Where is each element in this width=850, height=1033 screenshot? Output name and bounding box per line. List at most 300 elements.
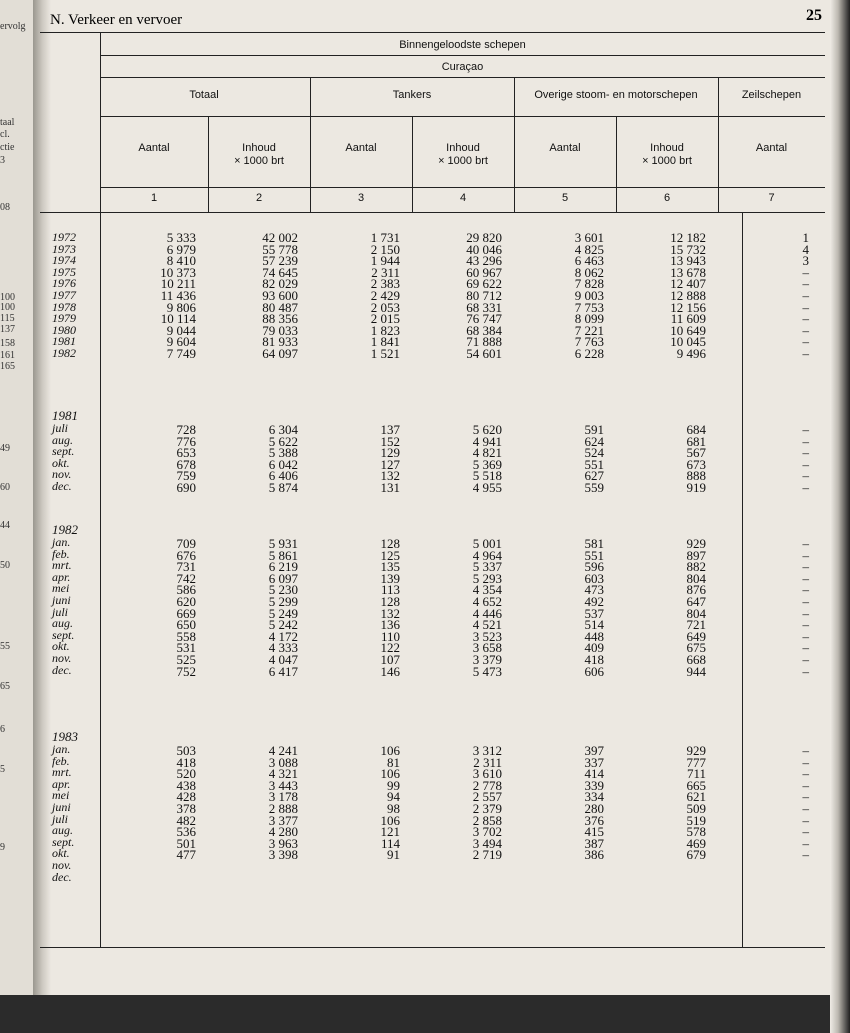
table-cell: 929 [686,536,706,551]
title-rule [100,55,825,56]
table-cell: 596 [584,559,604,575]
table-cell: 139 [380,570,400,586]
table-cell: 121 [380,824,400,840]
table-cell: 414 [584,766,604,782]
table-cell: 6 219 [268,559,298,575]
table-cell: 54 601 [466,345,502,361]
table-cell: 129 [380,445,400,461]
table-cell: 5 230 [268,582,298,598]
row-label: 1978 [52,299,76,314]
row-label: okt. [52,639,70,654]
table-cell: 603 [584,570,604,586]
table-cell: 280 [584,800,604,816]
table-cell: – [802,468,809,484]
col7-label: Aantal [755,142,788,154]
table-cell: 519 [686,812,706,828]
table-top-rule [40,32,825,33]
row-label: juli [52,811,69,826]
table-cell: 12 888 [670,287,706,303]
subtitle-rule [100,77,825,78]
table-cell: 88 356 [262,311,298,327]
table-cell: – [802,345,809,361]
data-column-7 [739,745,809,861]
table-cell: 2 778 [472,777,502,793]
row-label: aug. [52,432,73,447]
table-cell: 2 429 [370,287,400,303]
table-cell: 501 [176,835,196,851]
table-cell: 681 [686,433,706,449]
table-cell: 2 150 [370,241,400,257]
table-cell: 6 417 [268,663,298,679]
table-cell: 6 228 [574,345,604,361]
facing-page-fragment: 115 [0,313,15,324]
table-cell: 742 [176,570,196,586]
table-cell: 76 747 [466,311,502,327]
table-cell: 60 967 [466,264,502,280]
facing-page-fragment: 49 [0,443,10,454]
table-cell: – [802,536,809,551]
col-number: 7 [768,192,775,204]
table-cell: – [802,445,809,461]
table-cell: 418 [584,651,604,667]
row-label: nov. [52,650,72,665]
table-cell: – [802,766,809,782]
row-label: aug. [52,823,73,838]
facing-page-fragment: 65 [0,681,10,692]
table-cell: 876 [686,582,706,598]
table-cell: 81 [387,754,400,770]
table-cell: 882 [686,559,706,575]
table-cell: 7 749 [166,345,196,361]
col1-label: Aantal [138,142,170,154]
table-cell: 482 [176,812,196,828]
table-cell: 80 487 [262,299,298,315]
table-cell: 503 [176,743,196,758]
table-cell: 520 [176,766,196,782]
table-cell: 4 321 [268,766,298,782]
row-label: 1979 [52,311,76,326]
table-cell: 418 [176,754,196,770]
table-cell: 42 002 [262,230,298,245]
table-cell: 337 [584,754,604,770]
facing-page-edge [0,0,33,995]
table-cell: 9 003 [574,287,604,303]
table-cell: – [802,617,809,633]
table-cell: 709 [176,536,196,551]
table-cell: 649 [686,628,706,644]
table-cell: – [802,663,809,679]
data-column-5 [534,538,604,677]
table-cell: 8 062 [574,264,604,280]
table-cell: 5 333 [166,230,196,245]
table-cell: 684 [686,422,706,437]
row-label: sept. [52,627,75,642]
table-cell: – [802,835,809,851]
table-cell: 5 001 [472,536,502,551]
table-cell: 68 331 [466,299,502,315]
col2-label-line2: × 1000 brt [234,155,284,167]
row-label: mei [52,581,70,596]
table-cell: 3 398 [268,847,298,863]
table-cell: – [802,276,809,292]
facing-page-fragment: 161 [0,350,15,361]
table-cell: 5 249 [268,605,298,621]
table-cell: 678 [176,456,196,472]
table-cell: – [802,754,809,770]
row-label: apr. [52,776,71,791]
data-column-5 [534,745,604,861]
row-label: dec. [52,869,72,884]
row-label: 1976 [52,276,76,291]
data-column-1 [126,745,196,861]
col3-label: Aantal [345,142,377,154]
table-cell: 5 931 [268,536,298,551]
table-cell: 5 620 [472,422,502,437]
facing-page-fragment: 100 [0,292,15,303]
table-cell: 114 [380,835,400,851]
table-cell: 11 609 [670,311,706,327]
data-column-4 [432,538,502,677]
table-cell: 665 [686,777,706,793]
table-cell: – [802,800,809,816]
col5-label: Aantal [549,142,581,154]
table-cell: 606 [584,663,604,679]
table-cell: 127 [380,456,400,472]
row-label: aug. [52,616,73,631]
data-column-5 [534,232,604,360]
table-cell: 3 [802,253,809,269]
table-cell: 82 029 [262,276,298,292]
table-cell: 531 [176,640,196,656]
table-cell: 4 825 [574,241,604,257]
data-column-4 [432,424,502,494]
table-cell: 132 [380,605,400,621]
data-column-1 [126,538,196,677]
data-column-2 [228,745,298,861]
table-cell: 137 [380,422,400,437]
table-cell: 581 [584,536,604,551]
facing-page-fragment: 100 [0,302,15,313]
data-column-4 [432,745,502,861]
section-year: 1983 [52,729,78,744]
table-cell: 567 [686,445,706,461]
data-column-2 [228,232,298,360]
facing-page-fragment: 50 [0,560,10,571]
table-cell: 620 [176,593,196,609]
table-cell: 387 [584,835,604,851]
table-subtitle: Curaçao [441,61,484,73]
table-cell: – [802,334,809,350]
facing-page-fragment: ctie [0,142,15,153]
table-cell: 1 944 [370,253,400,269]
table-cell: – [802,456,809,472]
table-cell: 477 [176,847,196,863]
col-number: 6 [663,192,671,204]
table-cell: 71 888 [466,334,502,350]
group-overige: Overige stoom- en motorschepen [534,89,698,101]
row-label: 1975 [52,264,76,279]
table-cell: – [802,824,809,840]
facing-page-fragment: 3 [0,155,5,166]
table-cell: 10 114 [160,311,196,327]
table-cell: 10 211 [160,276,196,292]
col-number: 3 [357,192,365,204]
table-cell: 152 [380,433,400,449]
table-cell: 624 [584,433,604,449]
table-cell: 5 299 [268,593,298,609]
table-cell: 10 045 [670,334,706,350]
table-cell: 3 312 [472,743,502,758]
section-year: 1982 [52,522,78,537]
data-column-3 [330,538,400,677]
table-cell: 12 407 [670,276,706,292]
table-cell: 559 [584,479,604,495]
table-cell: 3 379 [472,651,502,667]
table-cell: 448 [584,628,604,644]
table-cell: 13 678 [670,264,706,280]
table-cell: 4 821 [472,445,502,461]
data-column-4 [432,232,502,360]
table-cell: 4 521 [472,617,502,633]
facing-page-fragment: 55 [0,641,10,652]
row-label-block [52,523,78,676]
row-label-block [52,730,78,883]
table-cell: 536 [176,824,196,840]
row-label: dec. [52,662,72,677]
data-column-6 [636,424,706,494]
table-cell: 55 778 [262,241,298,257]
row-label: juni [52,799,71,814]
row-label: nov. [52,467,72,482]
table-cell: 2 053 [370,299,400,315]
table-cell: 5 622 [268,433,298,449]
table-cell: 578 [686,824,706,840]
table-cell: 776 [176,433,196,449]
table-cell: 473 [584,582,604,598]
table-cell: 136 [380,617,400,633]
header-bottom-rule [40,212,825,213]
table-cell: 378 [176,800,196,816]
row-label: jan. [52,742,71,756]
data-column-7 [739,538,809,677]
col-number: 2 [255,192,263,204]
row-label: juli [52,421,69,435]
facing-page-fragment: ervolg [0,21,26,32]
table-cell: 752 [176,663,196,679]
facing-page-fragment: 9 [0,842,5,853]
table-cell: 69 622 [466,276,502,292]
section-year: 1981 [52,408,78,423]
data-column-1 [126,232,196,360]
table-cell: – [802,559,809,575]
table-cell: 627 [584,468,604,484]
group-tankers: Tankers [392,89,432,101]
table-cell: 57 239 [262,253,298,269]
facing-page-fragment: 5 [0,764,5,775]
facing-page-fragment: 60 [0,482,10,493]
table-cell: – [802,812,809,828]
row-label: 1980 [52,322,76,337]
table-cell: 397 [584,743,604,758]
table-cell: 5 337 [472,559,502,575]
row-label: mrt. [52,765,72,780]
table-cell: 3 178 [268,789,298,805]
col6-label-line2: × 1000 brt [642,155,692,167]
col-number: 1 [150,192,158,204]
row-label: nov. [52,857,72,872]
table-cell: 3 088 [268,754,298,770]
table-cell: 3 963 [268,835,298,851]
table-cell: 8 410 [166,253,196,269]
table-cell: – [802,547,809,563]
table-cell: 621 [686,789,706,805]
table-cell: 40 046 [466,241,502,257]
table-cell: 4 652 [472,593,502,609]
table-cell: 5 518 [472,468,502,484]
table-cell: 3 494 [472,835,502,851]
table-cell: 64 097 [262,345,298,361]
row-label: juni [52,592,71,607]
row-label: okt. [52,455,70,470]
table-cell: – [802,640,809,656]
table-cell: 586 [176,582,196,598]
table-cell: 7 221 [574,322,604,338]
table-cell: 929 [686,743,706,758]
table-cell: 3 658 [472,640,502,656]
table-cell: 492 [584,593,604,609]
table-cell: 6 979 [166,241,196,257]
table-cell: 12 182 [670,230,706,245]
row-label: mrt. [52,558,72,573]
table-cell: 4 172 [268,628,298,644]
table-cell: 4 280 [268,824,298,840]
table-cell: 6 042 [268,456,298,472]
table-cell: – [802,287,809,303]
book-gutter [33,0,51,995]
row-label: 1982 [52,345,76,360]
table-cell: 551 [584,547,604,563]
table-cell: 4 333 [268,640,298,656]
table-cell: – [802,570,809,586]
table-cell: 94 [387,789,400,805]
facing-page-fragment: 158 [0,338,15,349]
table-cell: 4 354 [472,582,502,598]
table-cell: 944 [686,663,706,679]
table-cell: 9 604 [166,334,196,350]
table-cell: 897 [686,547,706,563]
facing-page-fragment: cl. [0,129,10,140]
table-cell: 1 731 [370,230,400,245]
table-title: Binnengeloodste schepen [399,39,526,51]
table-cell: 409 [584,640,604,656]
row-label: 1972 [52,230,76,244]
table-cell: 4 941 [472,433,502,449]
table-cell: 128 [380,536,400,551]
table-cell: 125 [380,547,400,563]
table-cell: 339 [584,777,604,793]
table-cell: 2 383 [370,276,400,292]
table-cell: 135 [380,559,400,575]
table-cell: – [802,479,809,495]
row-label: 1973 [52,241,76,256]
table-cell: 79 033 [262,322,298,338]
table-cell: – [802,743,809,758]
table-cell: 9 806 [166,299,196,315]
data-column-3 [330,745,400,861]
table-cell: 731 [176,559,196,575]
row-label: 1977 [52,287,76,302]
data-column-3 [330,424,400,494]
table-cell: 514 [584,617,604,633]
group-zeilschepen: Zeilschepen [741,89,802,101]
table-cell: 4 964 [472,547,502,563]
table-cell: 80 712 [466,287,502,303]
table-cell: 29 820 [466,230,502,245]
data-column-2 [228,538,298,677]
table-cell: – [802,322,809,338]
table-cell: 591 [584,422,604,437]
table-cell: 386 [584,847,604,863]
table-cell: – [802,593,809,609]
table-cell: 759 [176,468,196,484]
table-cell: 93 600 [262,287,298,303]
col6-label-line1: Inhoud [650,142,684,154]
page-number: 25 [806,7,822,24]
table-cell: 537 [584,605,604,621]
table-cell: 647 [686,593,706,609]
row-label-block [52,232,76,360]
table-cell: 804 [686,605,706,621]
table-cell: 99 [387,777,400,793]
table-cell: 13 943 [670,253,706,269]
table-cell: 376 [584,812,604,828]
row-label: juli [52,604,69,619]
data-column-3 [330,232,400,360]
table-cell: 4 955 [472,479,502,495]
col-number: 5 [561,192,569,204]
table-cell: 5 369 [472,456,502,472]
table-cell: 5 388 [268,445,298,461]
table-cell: – [802,422,809,437]
data-column-1 [126,424,196,494]
table-cell: 3 610 [472,766,502,782]
table-cell: 6 463 [574,253,604,269]
table-cell: 12 156 [670,299,706,315]
row-label: feb. [52,753,70,768]
table-cell: 728 [176,422,196,437]
table-cell: 711 [686,766,706,782]
table-cell: 1 823 [370,322,400,338]
table-cell: – [802,433,809,449]
table-cell: 804 [686,570,706,586]
table-cell: 676 [176,547,196,563]
table-cell: 2 858 [472,812,502,828]
table-cell: 7 828 [574,276,604,292]
table-cell: – [802,582,809,598]
table-cell: 4 241 [268,743,298,758]
facing-page-fragment: 165 [0,361,15,372]
row-label: 1974 [52,253,76,268]
table-cell: 690 [176,479,196,495]
table-cell: 438 [176,777,196,793]
table-cell: 669 [176,605,196,621]
table-cell: 106 [380,766,400,782]
table-cell: 525 [176,651,196,667]
table-cell: 509 [686,800,706,816]
table-cell: 2 311 [473,754,502,770]
table-cell: – [802,264,809,280]
table-cell: – [802,777,809,793]
